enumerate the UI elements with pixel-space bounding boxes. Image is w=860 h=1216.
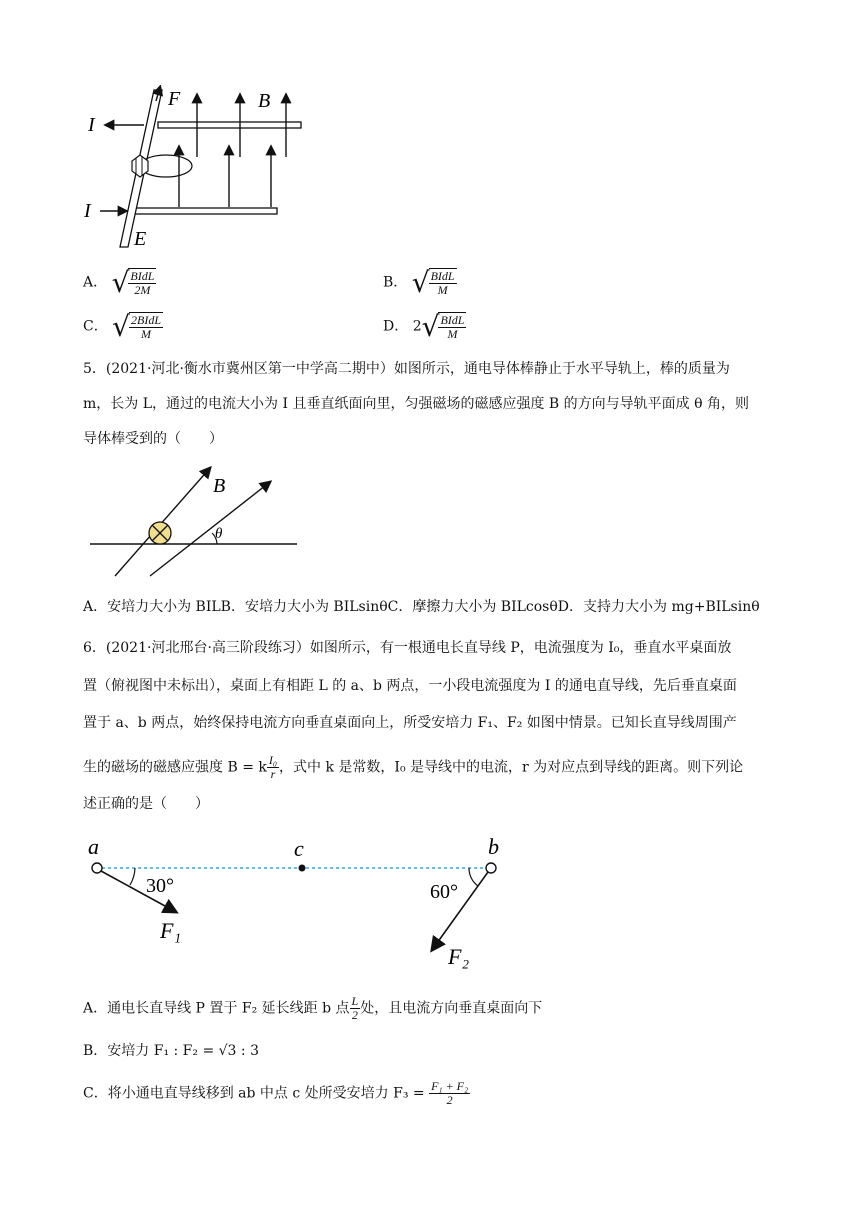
field-label: B [213,475,226,497]
q6-option-a [83,995,542,1022]
rod-end-label: E [134,228,147,250]
option-letter: D． [383,318,409,335]
denominator: 2M [134,283,151,297]
q6-option-c [83,1080,470,1107]
inclined-field-figure [85,462,305,582]
numerator: BIdL [430,269,455,283]
current-label-bottom: I [84,200,91,222]
text-segment: 处，且电流方向垂直桌面向下 [360,1000,543,1017]
force-f2-label: F₂ [448,944,470,969]
denominator: r [270,767,276,781]
force-f1-label: F₁ [160,918,182,943]
numerator: F₁ + F₂ [431,1079,469,1093]
denominator: M [447,327,458,341]
denominator: 2 [351,1008,358,1022]
sqrt-expression: √ $\frac{\text{BIdL}}{M}$ [421,309,465,343]
coefficient: 2 [412,318,422,335]
angle-30-label: 30° [146,875,174,897]
text-segment: A．通电长直导线 P 置于 F₂ 延长线距 b 点 [83,1000,350,1017]
denominator: M [437,283,448,297]
text-segment: 生的磁场的磁感应强度 B = k [83,759,267,776]
point-c-label: c [294,836,304,861]
q5-options: A．安培力大小为 BILB．安培力大小为 BILsinθC．摩擦力大小为 BILcosθD．支持力大小为 mg+BILsinθ [83,599,760,615]
option-letter: C． [83,318,108,335]
fraction [267,754,279,781]
text-segment: C．将小通电直导线移到 ab 中点 c 处所受安培力 F₃ = [83,1085,425,1102]
angle-60-label: 60° [430,881,458,903]
rail-gun-figure [80,85,320,260]
q6-line-5: 述正确的是（ ） [83,796,209,812]
force-diagram [80,832,520,972]
numerator: BIdL [130,269,155,283]
numerator: I₀ [268,753,278,767]
angle-label: θ [215,526,223,542]
q6-line-3: 置于 a、b 两点，始终保持电流方向垂直桌面向上，所受安培力 F₁、F₂ 如图中情景。已知长直导线周围产 [83,715,737,731]
q4-option-c [83,309,163,343]
sqrt-expression: √ $\frac{\text{2BIdL}}{M}$ [112,309,162,343]
current-label-top: I [88,114,95,136]
denominator: M [141,327,152,341]
numerator: 2BIdL [131,313,162,327]
force-label: F [168,88,181,110]
point-a-label: a [88,834,99,859]
q5-line-3: 导体棒受到的（ ） [83,431,223,447]
q4-option-a [83,265,156,299]
q6-line-4 [83,754,743,781]
numerator: L [351,994,359,1008]
sqrt-expression: √ $\frac{\text{BIdL}}{M}$ [411,265,455,299]
numerator: BIdL [440,313,465,327]
sqrt-expression: √ $\frac{\text{BIdL}}{2M}$ [111,265,155,299]
q6-line-1: 6．(2021·河北邢台·高三阶段练习）如图所示，有一根通电长直导线 P，电流强度为 I₀，垂直水平桌面放 [83,640,732,656]
q5-line-1: 5．(2021·河北·衡水市冀州区第一中学高二期中）如图所示，通电导体棒静止于水平导轨上，棒的质量为 [83,361,730,377]
q6-option-b: B．安培力 F₁ : F₂ = √3 : 3 [83,1043,259,1059]
q5-line-2: m，长为 L，通过的电流大小为 I 且垂直纸面向里，匀强磁场的磁感应强度 B 的方向与导轨平面成 θ 角，则 [83,396,749,412]
q4-option-d [383,309,466,343]
fraction [429,1080,470,1107]
field-label: B [258,90,271,112]
point-b-label: b [488,834,499,859]
text-segment: ，式中 k 是常数，I₀ 是导线中的电流，r 为对应点到导线的距离。则下列论 [279,759,744,776]
denominator: 2 [446,1093,453,1107]
q4-option-b [383,265,457,299]
q6-line-2: 置（俯视图中未标出），桌面上有相距 L 的 a、b 两点，一小段电流强度为 I 的通电直导线，先后垂直桌面 [83,678,737,694]
option-letter: A． [83,274,108,291]
fraction [350,995,361,1022]
option-letter: B． [383,274,408,291]
